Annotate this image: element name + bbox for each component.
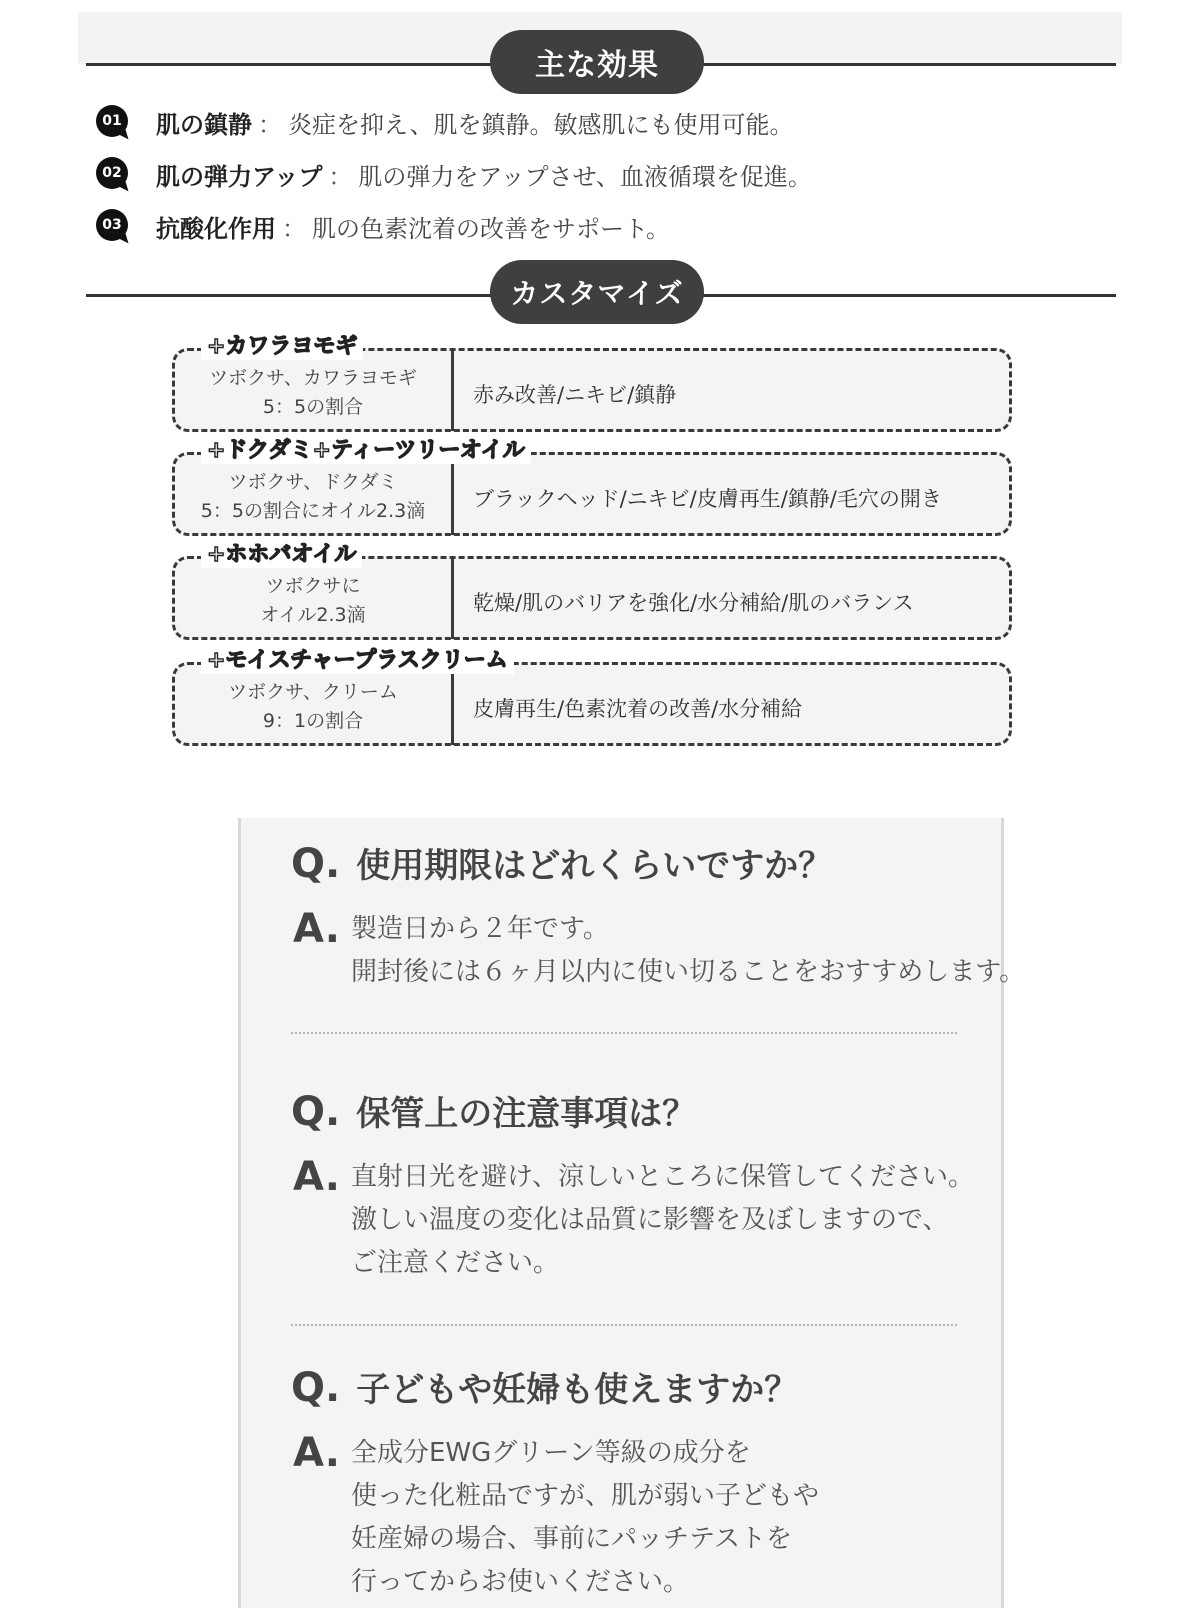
ratio-line: オイル2.3滴 xyxy=(260,604,366,626)
ratio-line: 5：5の割合 xyxy=(262,396,364,418)
answer-mark-label: A. xyxy=(293,906,340,952)
ratio-line: ツボクサに xyxy=(265,575,361,597)
row-divider xyxy=(451,453,454,535)
customize-tag: +ホホバオイル xyxy=(201,542,362,568)
faq-answer xyxy=(293,1432,819,1604)
number-badge-icon: 01 xyxy=(96,105,130,139)
customize-effects: 赤み改善/ニキビ/鎮静 xyxy=(473,383,677,407)
question-text: 使用期限はどれくらいですか？ xyxy=(356,846,833,886)
customize-effects: ブラックヘッド/ニキビ/皮膚再生/鎮静/毛穴の開き xyxy=(473,487,942,511)
answer-line: 直射日光を避け、涼しいところに保管してください。 xyxy=(351,1162,974,1192)
question-mark-label: Q. xyxy=(291,1365,341,1411)
customize-tag: +モイスチャープラスクリーム xyxy=(201,648,514,674)
ratio-line: 9：1の割合 xyxy=(262,710,364,732)
customize-effects: 乾燥/肌のバリアを強化/水分補給/肌のバランス xyxy=(473,591,914,615)
effect-description: 肌の弾力をアップさせ、血液循環を促進。 xyxy=(358,162,812,191)
effect-item xyxy=(96,148,1096,200)
effect-title: 肌の鎮静 xyxy=(156,110,252,139)
customize-ratio xyxy=(175,559,451,637)
effects-heading: 主な効果 xyxy=(490,30,704,94)
number-badge-icon: 02 xyxy=(96,157,130,191)
customize-ratio xyxy=(175,455,451,533)
ratio-line: ツボクサ、クリーム xyxy=(228,681,398,703)
number-badge-icon: 03 xyxy=(96,209,130,243)
effect-title: 抗酸化作用 xyxy=(156,214,276,243)
customize-tag: +カワラヨモギ xyxy=(201,334,363,360)
faq-question xyxy=(291,1086,696,1135)
customize-ratio xyxy=(175,665,451,743)
customize-heading: カスタマイズ xyxy=(490,260,704,324)
answer-line: 行ってからお使いください。 xyxy=(351,1567,690,1597)
faq-answer xyxy=(293,908,1025,994)
row-divider xyxy=(451,557,454,639)
faq-answer xyxy=(293,1156,974,1285)
row-divider xyxy=(451,663,454,745)
customize-row xyxy=(172,334,1012,432)
answer-line: ご注意ください。 xyxy=(351,1248,560,1278)
effect-item xyxy=(96,96,1096,148)
effect-separator: ： xyxy=(282,214,306,243)
answer-mark-label: A. xyxy=(293,1154,340,1200)
ratio-line: ツボクサ、カワラヨモギ xyxy=(209,367,417,389)
ratio-line: 5：5の割合にオイル2.3滴 xyxy=(200,500,426,522)
effect-separator: ： xyxy=(328,162,353,191)
customize-effects: 皮膚再生/色素沈着の改善/水分補給 xyxy=(473,697,803,721)
faq-panel xyxy=(238,818,1026,1608)
customize-row xyxy=(172,438,1012,536)
customize-row xyxy=(172,648,1012,746)
effects-list xyxy=(96,96,1096,252)
effect-title: 肌の弾力アップ xyxy=(156,162,323,191)
effect-separator: ： xyxy=(258,110,282,139)
customize-tag: +ドクダミ+ティーツリーオイル xyxy=(201,438,531,464)
faq-separator xyxy=(291,1324,957,1326)
row-divider xyxy=(451,349,454,431)
faq-separator xyxy=(291,1032,957,1034)
answer-line: 全成分EWGグリーン等級の成分を xyxy=(351,1438,751,1468)
question-text: 子どもや妊婦も使えますか？ xyxy=(356,1370,799,1410)
effect-description: 肌の色素沈着の改善をサポート。 xyxy=(312,214,670,243)
answer-line: 妊産婦の場合、事前にパッチテストを xyxy=(351,1524,792,1554)
customize-row xyxy=(172,542,1012,640)
customize-ratio xyxy=(175,351,451,429)
answer-line: 使った化粧品ですが、肌が弱い子どもや xyxy=(351,1481,820,1511)
answer-line: 製造日から２年です。 xyxy=(351,914,609,944)
effect-item xyxy=(96,200,1096,252)
ratio-line: ツボクサ、ドクダミ xyxy=(228,471,398,493)
question-mark-label: Q. xyxy=(291,841,341,887)
faq-question xyxy=(291,1362,798,1411)
answer-mark-label: A. xyxy=(293,1430,340,1476)
effect-description: 炎症を抑え、肌を鎮静。敏感肌にも使用可能。 xyxy=(288,110,794,139)
answer-line: 開封後には６ヶ月以内に使い切ることをおすすめします。 xyxy=(351,957,1026,987)
question-mark-label: Q. xyxy=(291,1089,341,1135)
answer-line: 激しい温度の変化は品質に影響を及ぼしますので、 xyxy=(351,1205,949,1235)
question-text: 保管上の注意事項は？ xyxy=(356,1094,697,1134)
faq-question xyxy=(291,838,832,887)
